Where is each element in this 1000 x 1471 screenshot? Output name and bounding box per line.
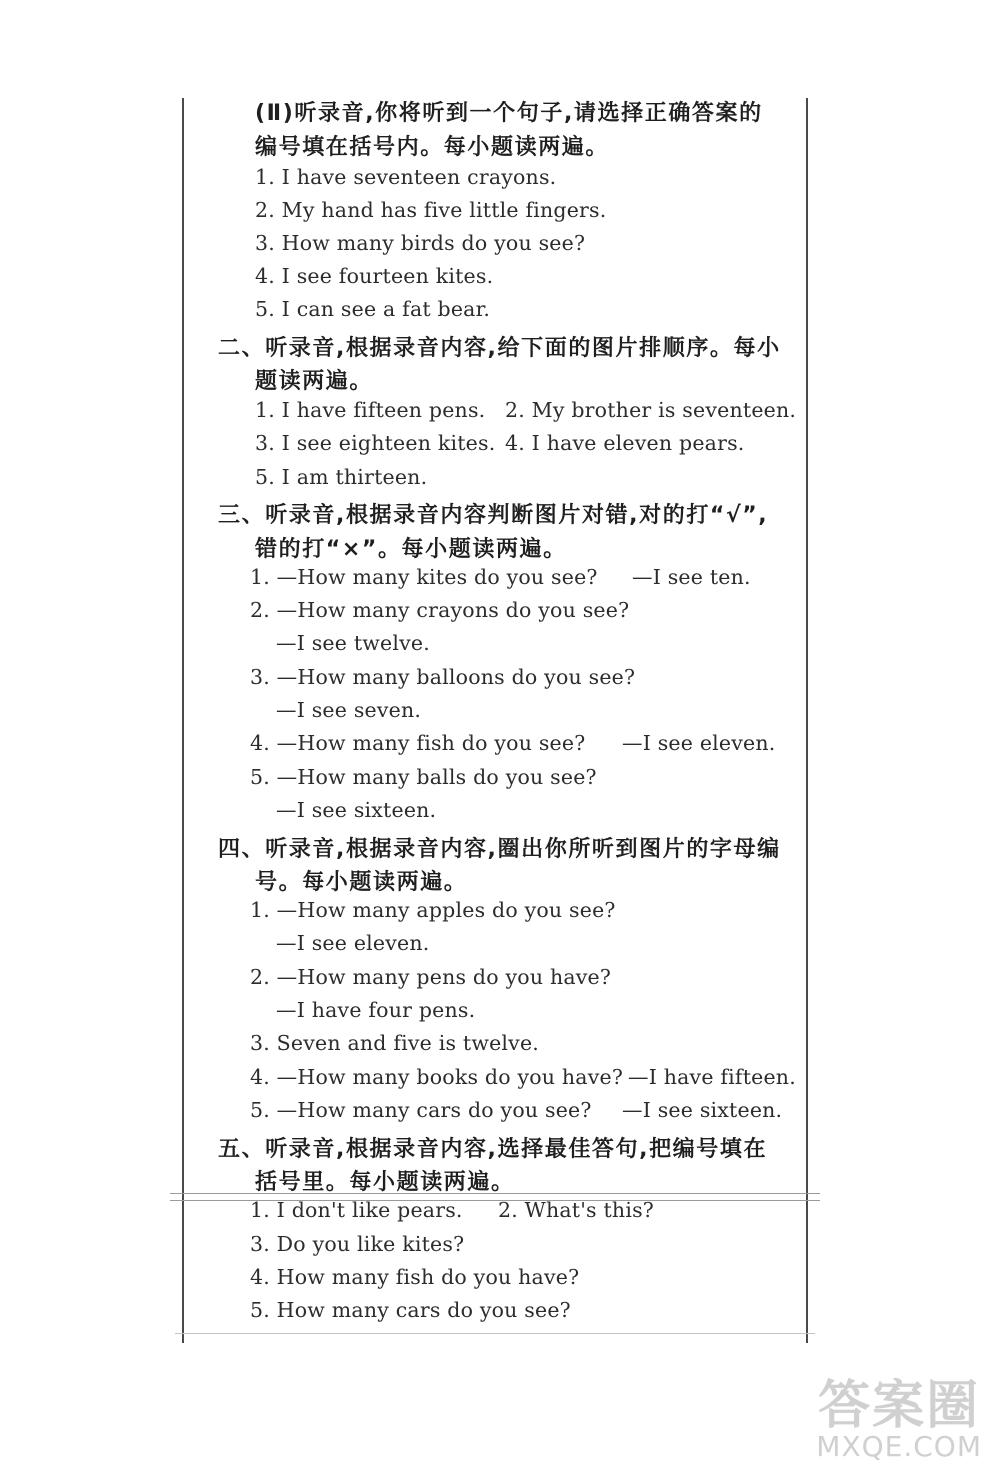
list-item: 5. How many cars do you see? bbox=[250, 1298, 571, 1322]
bottom-rule bbox=[175, 1333, 815, 1334]
list-item: 4. How many fish do you have? bbox=[250, 1265, 580, 1289]
list-item: 5. —How many balls do you see? bbox=[250, 765, 597, 789]
list-item: —I see ten. bbox=[632, 565, 751, 589]
list-item: 4. I have eleven pears. bbox=[505, 431, 745, 455]
list-item: —I have four pens. bbox=[276, 998, 476, 1022]
section-heading: 括号里。每小题读两遍。 bbox=[255, 1170, 515, 1195]
section-heading: 五、听录音,根据录音内容,选择最佳答句,把编号填在 bbox=[218, 1137, 768, 1162]
list-item: —I see sixteen. bbox=[622, 1098, 783, 1122]
list-item: 1. —How many kites do you see? bbox=[250, 565, 598, 589]
list-item: 3. How many birds do you see? bbox=[255, 231, 586, 255]
section-heading: 二、听录音,根据录音内容,给下面的图片排顺序。每小 bbox=[218, 336, 781, 361]
right-margin-line bbox=[806, 98, 808, 1343]
list-item: —I have fifteen. bbox=[628, 1065, 796, 1089]
list-item: 2. My brother is seventeen. bbox=[505, 398, 797, 422]
section-heading: 号。每小题读两遍。 bbox=[255, 870, 468, 895]
list-item: 4. I see fourteen kites. bbox=[255, 264, 494, 288]
list-item: 2. What's this? bbox=[498, 1198, 654, 1222]
section-heading: (Ⅱ)听录音,你将听到一个句子,请选择正确答案的 bbox=[255, 101, 763, 126]
list-item: 4. —How many fish do you see? bbox=[250, 731, 586, 755]
section-heading: 三、听录音,根据录音内容判断图片对错,对的打“√”, bbox=[218, 503, 769, 528]
list-item: —I see seven. bbox=[276, 698, 422, 722]
list-item: 1. I don't like pears. bbox=[250, 1198, 463, 1222]
list-item: —I see twelve. bbox=[276, 631, 430, 655]
section-heading: 题读两遍。 bbox=[255, 369, 374, 394]
section-heading: 错的打“×”。每小题读两遍。 bbox=[255, 537, 567, 562]
list-item: 3. —How many balloons do you see? bbox=[250, 665, 636, 689]
list-item: 5. I can see a fat bear. bbox=[255, 297, 491, 321]
watermark-title: 答案圈 bbox=[818, 1376, 981, 1437]
list-item: —I see sixteen. bbox=[276, 798, 437, 822]
list-item: 3. Do you like kites? bbox=[250, 1232, 465, 1256]
section-heading: 四、听录音,根据录音内容,圈出你所听到图片的字母编 bbox=[218, 837, 781, 862]
left-margin-line bbox=[182, 98, 184, 1343]
section-heading: 编号填在括号内。每小题读两遍。 bbox=[255, 135, 610, 160]
list-item: 5. I am thirteen. bbox=[255, 465, 428, 489]
watermark-logo bbox=[816, 1376, 982, 1464]
watermark-url: MXQE.COM bbox=[816, 1430, 982, 1464]
list-item: 2. —How many pens do you have? bbox=[250, 965, 612, 989]
list-item: 3. I see eighteen kites. bbox=[255, 431, 496, 455]
list-item: 5. —How many cars do you see? bbox=[250, 1098, 592, 1122]
list-item: 4. —How many books do you have? bbox=[250, 1065, 624, 1089]
list-item: 2. —How many crayons do you see? bbox=[250, 598, 630, 622]
list-item: 1. I have seventeen crayons. bbox=[255, 165, 557, 189]
list-item: 1. —How many apples do you see? bbox=[250, 898, 616, 922]
list-item: 3. Seven and five is twelve. bbox=[250, 1031, 540, 1055]
list-item: 2. My hand has five little fingers. bbox=[255, 198, 607, 222]
list-item: —I see eleven. bbox=[622, 731, 776, 755]
list-item: 1. I have fifteen pens. bbox=[255, 398, 486, 422]
list-item: —I see eleven. bbox=[276, 931, 430, 955]
